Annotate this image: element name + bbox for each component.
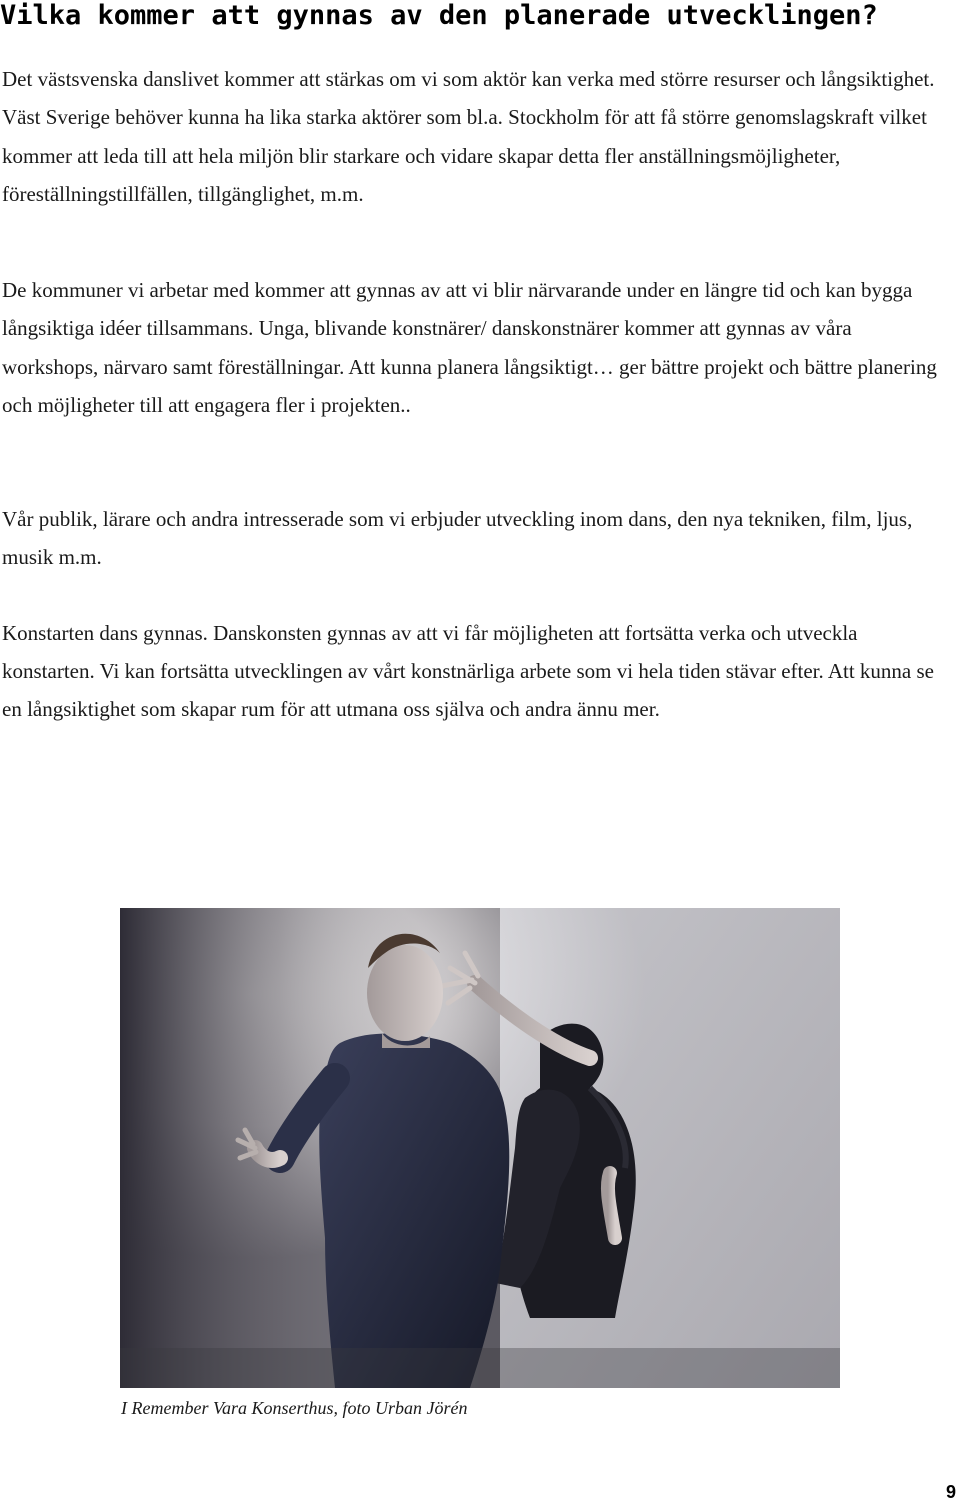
page-number: 9: [945, 1482, 956, 1502]
paragraph-dance-scene: Det västsvenska danslivet kommer att stärkas om vi som aktör kan verka med större resurser och långsiktighet. Väst Sverige behöver kunna ha lika starka aktörer som bl.a. Stockholm för att få större genomslagskraft vilket kommer att leda till att hela miljön blir starkare och vidare skapar detta fler anställningsmöjligheter, föreställningstillfällen, tillgänglighet, m.m.: [2, 67, 935, 206]
paragraph-municipalities: De kommuner vi arbetar med kommer att gynnas av att vi blir närvarande under en längre tid och kan bygga långsiktiga idéer tillsammans. Unga, blivande konstnärer/ danskonstnärer kommer att gynnas av våra workshops, närvaro samt föreställningar. Att kunna planera långsiktigt… ger bättre projekt och bättre planering och möjligheter till att engagera fler i projekten..: [2, 278, 937, 417]
paragraph-art-form: Konstarten dans gynnas. Danskonsten gynnas av att vi får möjligheten att fortsätta verka och utveckla konstarten. Vi kan fortsätta utvecklingen av vårt konstnärliga arbete som vi hela tiden stävar efter. Att kunna se en långsiktighet som skapar rum för att utmana oss själva och andra ännu mer.: [2, 621, 934, 721]
dance-performance-photo: [120, 908, 840, 1388]
photo-caption: I Remember Vara Konserthus, foto Urban Jörén: [121, 1398, 468, 1418]
paragraph-audience: Vår publik, lärare och andra intresserade som vi erbjuder utveckling inom dans, den nya tekniken, film, ljus, musik m.m.: [2, 507, 913, 569]
page-heading: Vilka kommer att gynnas av den planerade utvecklingen?: [0, 0, 878, 31]
